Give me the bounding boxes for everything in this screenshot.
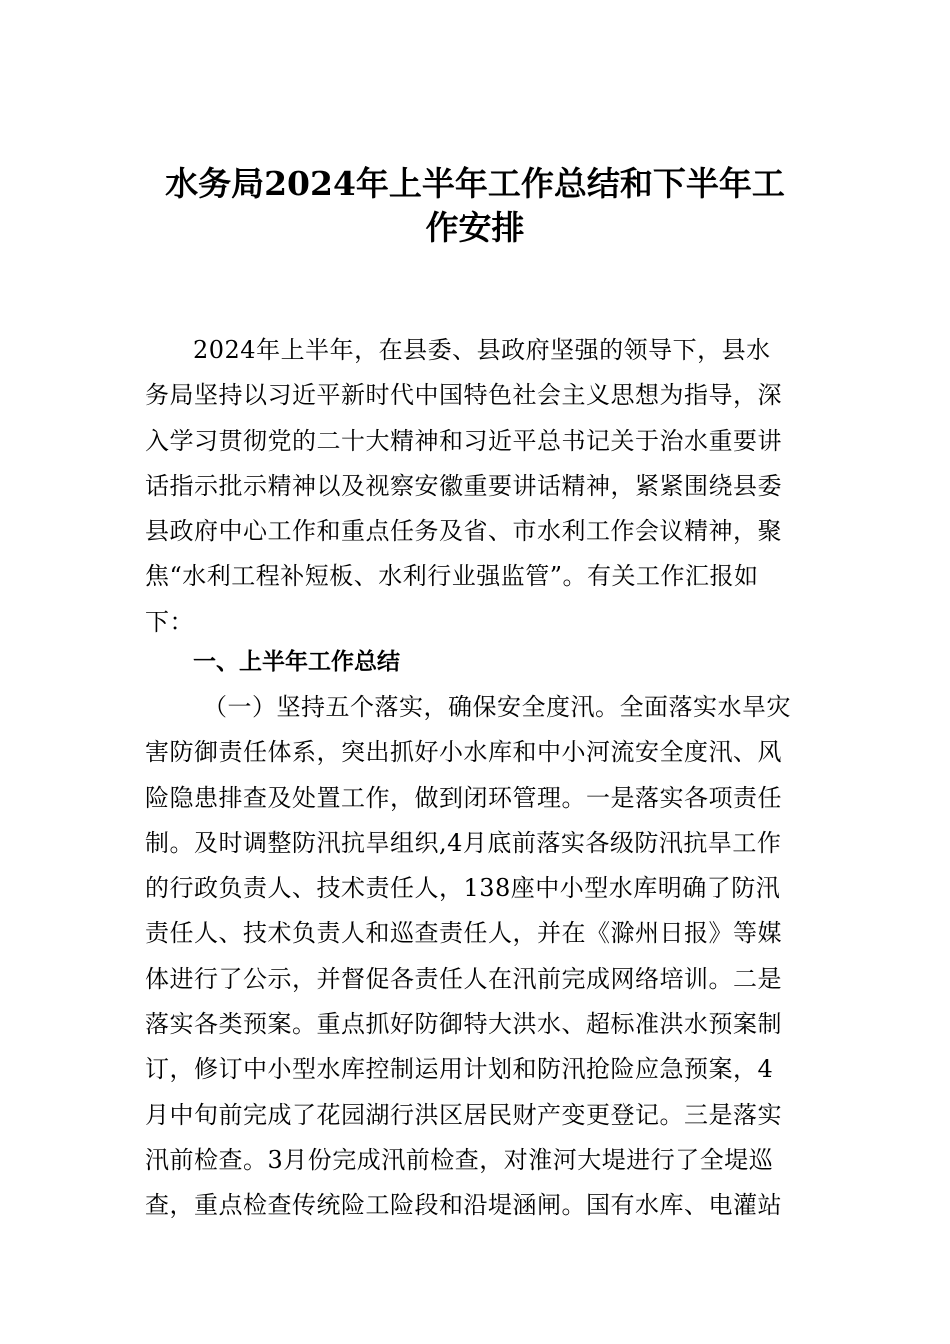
- section-heading: 一、上半年工作总结: [193, 649, 400, 675]
- paragraph-line: 制。及时调整防汛抗旱组织,4月底前落实各级防汛抗旱工作: [145, 828, 782, 857]
- paragraph-line: 订，修订中小型水库控制运用计划和防汛抢险应急预案，4: [145, 1055, 774, 1084]
- paragraph-line: 汛前检查。3月份完成汛前检查，对淮河大堤进行了全堤巡: [145, 1145, 774, 1174]
- paragraph-line: 焦“水利工程补短板、水利行业强监管”。有关工作汇报如: [145, 562, 759, 591]
- paragraph-line: 害防御责任体系，突出抓好小水库和中小河流安全度汛、风: [145, 738, 782, 767]
- paragraph-line: （一）坚持五个落实，确保安全度汛。全面落实水旱灾: [203, 693, 791, 721]
- paragraph-line: 责任人、技术负责人和巡查责任人，并在《滁州日报》等媒: [145, 919, 782, 948]
- paragraph-line: 的行政负责人、技术责任人，138座中小型水库明确了防汛: [145, 874, 781, 903]
- paragraph-line: 查，重点检查传统险工险段和沿堤涵闸。国有水库、电灌站: [145, 1191, 782, 1220]
- paragraph-line: 县政府中心工作和重点任务及省、市水利工作会议精神，聚: [145, 517, 782, 546]
- section1-paragraph: [145, 685, 810, 1229]
- paragraph-line: 入学习贯彻党的二十大精神和习近平总书记关于治水重要讲: [145, 426, 782, 455]
- intro-paragraph: [145, 328, 810, 645]
- paragraph-line: 2024年上半年，在县委、县政府坚强的领导下，县水: [193, 336, 771, 364]
- paragraph-line: 落实各类预案。重点抓好防御特大洪水、超标准洪水预案制: [145, 1010, 782, 1039]
- paragraph-line: 下：: [145, 607, 194, 636]
- paragraph-line: 险隐患排查及处置工作，做到闭环管理。一是落实各项责任: [145, 783, 782, 812]
- paragraph-line: 务局坚持以习近平新时代中国特色社会主义思想为指导，深: [145, 381, 782, 410]
- paragraph-line: 话指示批示精神以及视察安徽重要讲话精神，紧紧围绕县委: [145, 471, 782, 500]
- document-title-line-1: 水务局2024年上半年工作总结和下半年工: [165, 164, 785, 203]
- document-title-line-2: 作安排: [425, 208, 525, 247]
- paragraph-line: 月中旬前完成了花园湖行洪区居民财产变更登记。三是落实: [145, 1100, 782, 1129]
- paragraph-line: 体进行了公示，并督促各责任人在汛前完成网络培训。二是: [145, 964, 782, 993]
